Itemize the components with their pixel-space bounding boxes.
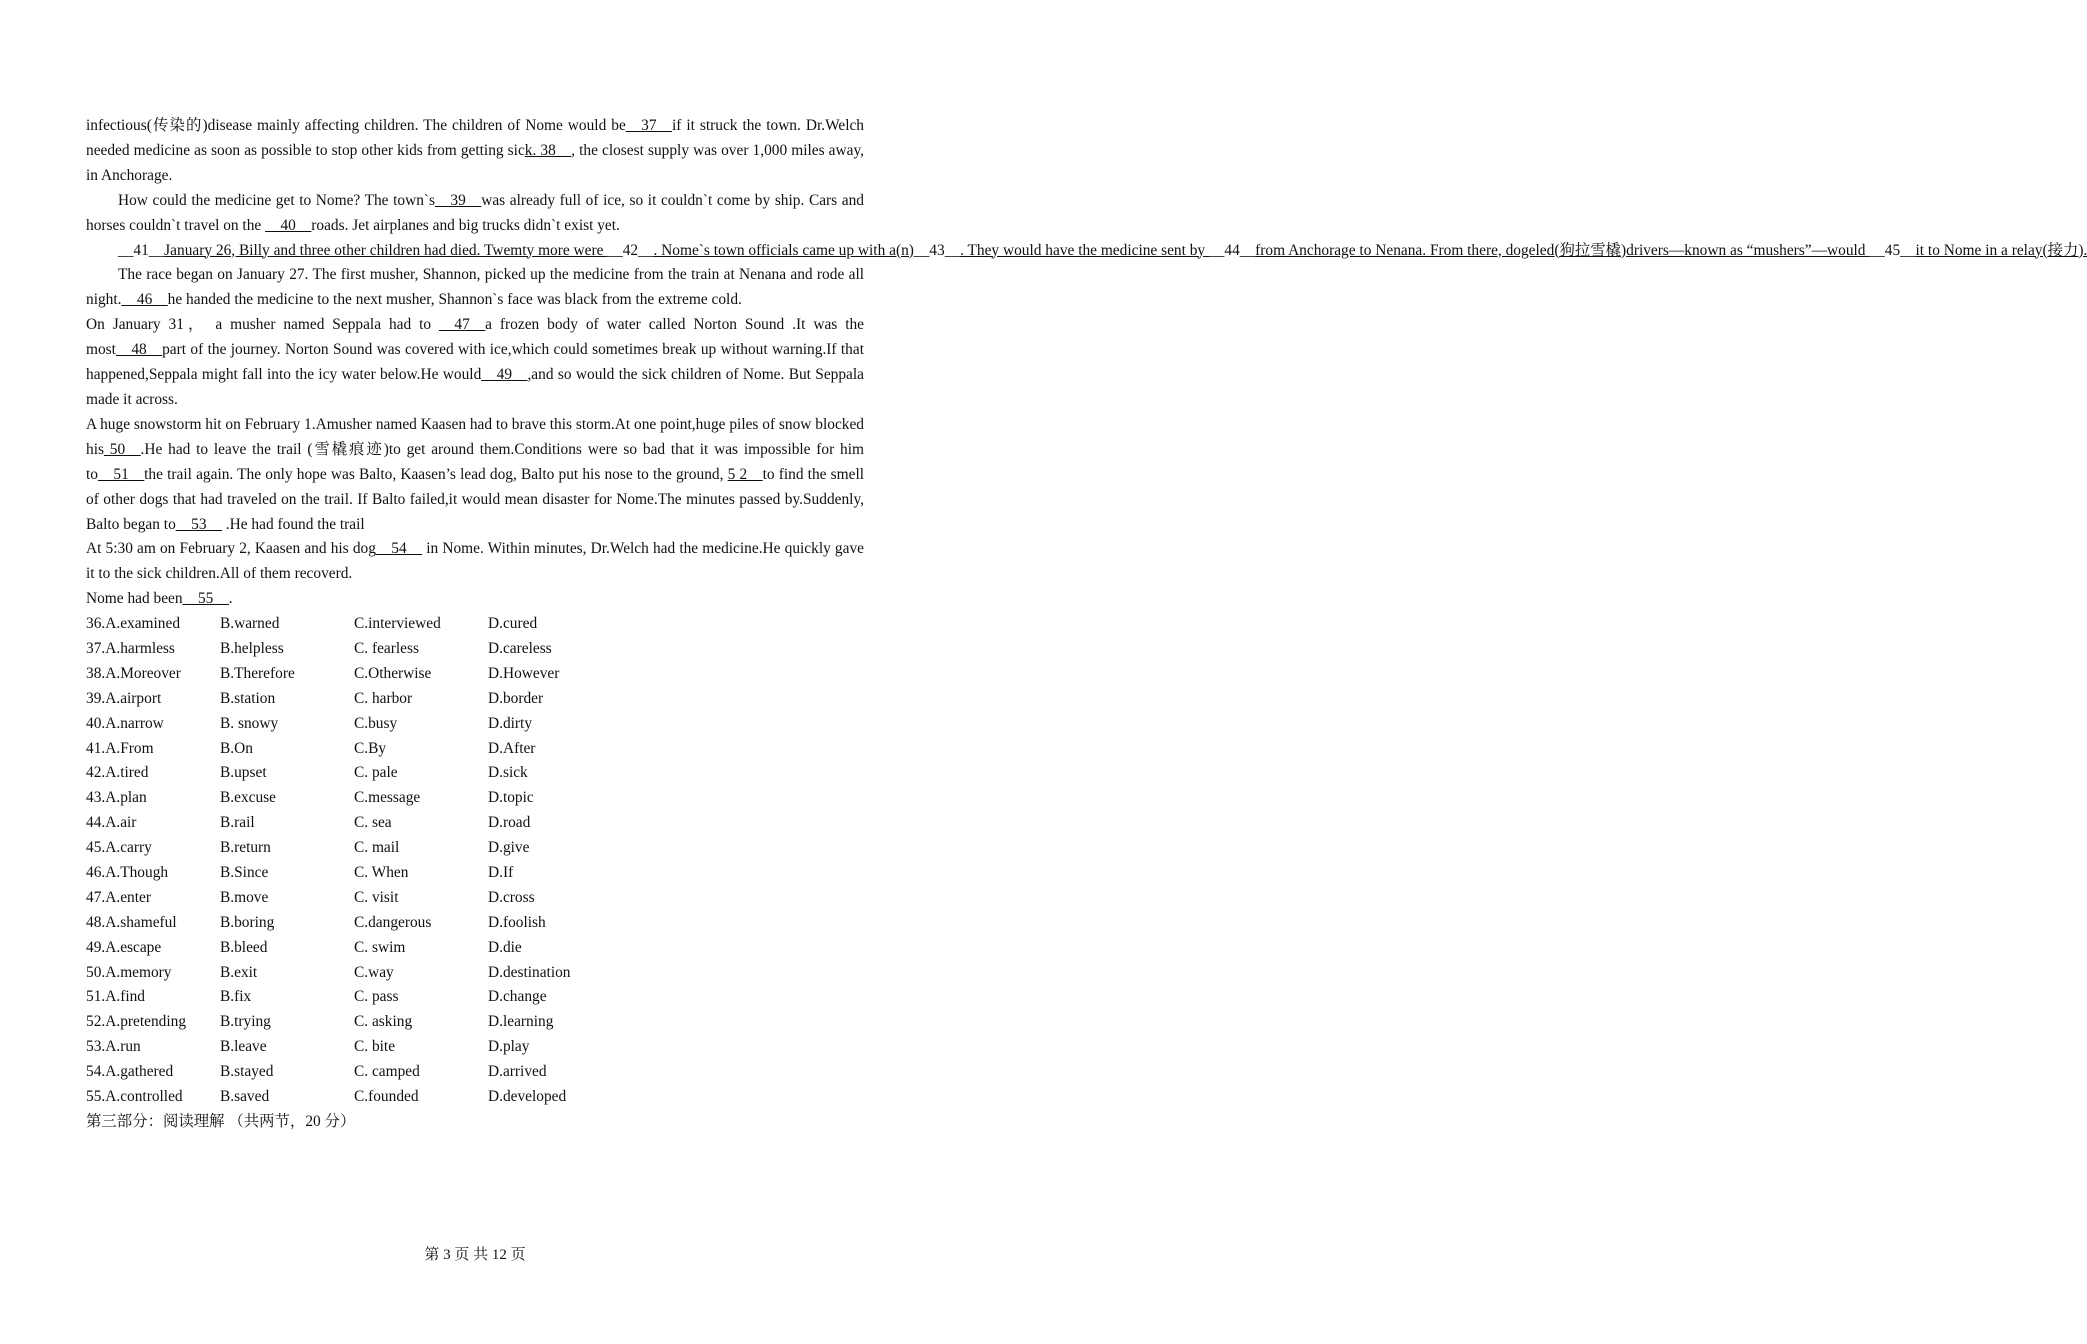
passage-text: .He had found the trail <box>221 515 365 533</box>
passage-text: . <box>228 590 233 608</box>
option-c: C.way <box>354 963 394 981</box>
passage-text: At 5:30 am on February 2, Kaasen and his dog <box>86 540 376 558</box>
passage-text: part of the journey. Norton Sound was covered with ice,which could sometimes break up without warning.If that happened,Seppala might fall into the icy water below.He would <box>86 341 864 384</box>
answer-blank: __55__ <box>182 590 229 608</box>
option-d: D.give <box>488 839 530 857</box>
option-a: 52.A.pretending <box>86 1013 187 1031</box>
option-b: B.Since <box>220 864 269 882</box>
option-d: D.play <box>488 1038 530 1056</box>
passage-paragraph-1 <box>86 114 864 189</box>
answer-blank: __47__ <box>439 316 486 334</box>
passage-paragraph-7 <box>86 537 864 587</box>
option-a: 46.A.Though <box>86 864 169 882</box>
option-c: C. sea <box>354 814 392 832</box>
answer-blank: January 26, Billy and three other children had died. Twemty more were <box>164 241 608 259</box>
option-d: D.cross <box>488 888 535 906</box>
option-d: D.sick <box>488 764 528 782</box>
option-d: D.If <box>488 864 514 882</box>
passage-text: __43__ <box>913 241 961 259</box>
option-b: B.exit <box>220 963 258 981</box>
option-c: C.founded <box>354 1088 419 1106</box>
option-a: 41.A.From <box>86 739 154 757</box>
option-row <box>86 886 864 911</box>
passage-text: in Nome. Within minutes, Dr.Welch had the medicine.He quickly gave it to the sick children.All of them recoverd. <box>86 540 864 583</box>
answer-blank: __37__ <box>625 117 672 134</box>
answer-blank: __54__ <box>375 540 423 558</box>
option-b: B. snowy <box>220 714 279 732</box>
option-a: 48.A.shameful <box>86 913 177 931</box>
option-a: 49.A.escape <box>86 938 162 956</box>
passage-text: a frozen body of water called Norton Sound .It was the most <box>86 316 864 359</box>
passage-text: ,and so would the sick children of Nome. But Seppala made it across. <box>86 366 864 408</box>
option-row <box>86 1035 864 1060</box>
option-a: 50.A.memory <box>86 963 172 981</box>
option-b: B.Therefore <box>220 664 295 682</box>
option-b: B.boring <box>220 913 275 931</box>
option-b: B.stayed <box>220 1063 274 1081</box>
option-a: 47.A.enter <box>86 888 151 906</box>
option-a: 51.A.find <box>86 988 145 1006</box>
option-d: D.However <box>488 664 560 682</box>
passage-paragraph-3 <box>86 239 2087 264</box>
option-row <box>86 911 864 936</box>
option-b: B.rail <box>220 814 255 832</box>
option-a: 55.A.controlled <box>86 1088 183 1106</box>
option-c: C. camped <box>354 1063 420 1081</box>
option-row <box>86 662 864 687</box>
passage-paragraph-6 <box>86 413 864 538</box>
answer-blank: __51__ <box>97 465 145 483</box>
option-d: D.change <box>488 988 547 1006</box>
option-d: D.dirty <box>488 714 533 732</box>
option-d: D.border <box>488 689 544 707</box>
option-a: 40.A.narrow <box>86 714 164 732</box>
option-c: C.interviewed <box>354 615 441 633</box>
passage-text: roads. Jet airplanes and big trucks didn`t exist yet. <box>311 216 620 234</box>
passage-text: A huge snowstorm hit on February 1.Amusher named Kaasen had to brave this storm.At one point,huge piles of snow blocked his <box>86 415 864 458</box>
option-row <box>86 1010 864 1035</box>
option-c: C.busy <box>354 714 398 732</box>
option-c: C. pass <box>354 988 399 1006</box>
answer-blank: . Nome`s town officials came up with a(n) <box>653 241 914 259</box>
passage-text: __42__ <box>607 241 654 259</box>
option-d: D.careless <box>488 640 552 658</box>
option-b: B.On <box>220 739 253 757</box>
option-a: 53.A.run <box>86 1038 141 1056</box>
option-d: D.cured <box>488 615 538 633</box>
option-a: 42.A.tired <box>86 764 149 782</box>
answer-options <box>86 612 864 1110</box>
option-row <box>86 761 864 786</box>
exam-page <box>86 114 2087 1135</box>
answer-blank: from Anchorage to Nenana. From there, dogeled(狗拉雪橇)drivers—known as “mushers”—would <box>1255 241 1870 259</box>
option-c: C. When <box>354 864 409 882</box>
option-c: C. harbor <box>354 689 413 707</box>
answer-blank: __46__ <box>121 291 168 309</box>
option-d: D.arrived <box>488 1063 547 1081</box>
option-a: 38.A.Moreover <box>86 664 181 682</box>
passage-text: he handed the medicine to the next musher, Shannon`s face was black from the extreme cold. <box>167 291 742 309</box>
option-d: D.topic <box>488 789 534 807</box>
option-b: B.saved <box>220 1088 270 1106</box>
option-b: B.excuse <box>220 789 276 807</box>
passage-paragraph-8 <box>86 587 864 612</box>
passage-text: __45__ <box>1869 241 1916 259</box>
passage-text: __44__ <box>1208 241 1256 259</box>
option-c: C.Otherwise <box>354 664 432 682</box>
passage-text: Nome had been <box>86 590 183 608</box>
answer-blank: it to Nome in a relay(接力). <box>1915 241 2087 259</box>
passage-paragraph-5 <box>86 313 864 413</box>
answer-blank: __49__ <box>481 366 528 384</box>
passage-text: if it struck the town. Dr.Welch needed medicine as soon as possible to stop other kids from getting sic <box>86 117 864 159</box>
option-d: D.foolish <box>488 913 546 931</box>
option-row <box>86 861 864 886</box>
option-d: D.developed <box>488 1088 567 1106</box>
option-row <box>86 637 864 662</box>
option-row <box>86 737 864 762</box>
option-a: 39.A.airport <box>86 689 162 707</box>
passage-text: was already full of ice, so it couldn`t come by ship. Cars and horses couldn`t travel on the <box>86 191 864 234</box>
answer-blank: __39__ <box>435 191 482 209</box>
option-row <box>86 985 864 1010</box>
passage-text: to find the smell of other dogs that had traveled on the trail. If Balto failed,it would mean disaster for Nome.The minutes passed by.Suddenly, Balto began to <box>86 465 865 533</box>
option-row <box>86 836 864 861</box>
passage-text: __41__ <box>118 241 165 259</box>
option-c: C. swim <box>354 938 406 956</box>
answer-blank: 5 2__ <box>727 465 763 483</box>
option-a: 44.A.air <box>86 814 137 832</box>
option-d: D.road <box>488 814 531 832</box>
answer-blank: __40__ <box>265 216 312 234</box>
answer-blank: 50__ <box>103 440 141 458</box>
passage-text: .He had to leave the trail (雪橇痕迹)to get around them.Conditions were so bad that it was impossible for him to <box>86 440 864 483</box>
option-d: D.After <box>488 739 536 757</box>
option-d: D.die <box>488 938 522 956</box>
option-row <box>86 687 864 712</box>
answer-blank: __48__ <box>115 341 163 359</box>
option-d: D.destination <box>488 963 571 981</box>
answer-blank: k. 38__ <box>524 141 572 159</box>
option-b: B.warned <box>220 615 280 633</box>
passage-text: How could the medicine get to Nome? The town`s <box>118 191 436 209</box>
option-d: D.learning <box>488 1013 554 1031</box>
option-a: 37.A.harmless <box>86 640 175 658</box>
passage-paragraph-2 <box>86 189 864 239</box>
option-row <box>86 961 864 986</box>
option-row <box>86 811 864 836</box>
option-c: C. pale <box>354 764 398 782</box>
option-b: B.fix <box>220 988 252 1006</box>
option-c: C.By <box>354 739 387 757</box>
option-row <box>86 1085 864 1110</box>
page-footer: 第 3 页 共 12 页 <box>424 1247 526 1263</box>
option-row <box>86 612 864 637</box>
passage-paragraph-4 <box>86 263 864 313</box>
option-c: C. bite <box>354 1038 396 1056</box>
option-c: C. visit <box>354 888 399 906</box>
answer-blank: __53__ <box>175 515 222 533</box>
passage-text: , the closest supply was over 1,000 miles away, in Anchorage. <box>86 141 864 184</box>
answer-blank: . They would have the medicine sent by <box>960 241 1209 259</box>
option-b: B.leave <box>220 1038 267 1056</box>
option-row <box>86 936 864 961</box>
option-row <box>86 712 864 737</box>
option-row <box>86 786 864 811</box>
passage-text: infectious(传染的)disease mainly affecting children. The children of Nome would be <box>86 117 626 134</box>
option-b: B.station <box>220 689 276 707</box>
option-b: B.move <box>220 888 269 906</box>
option-c: C.dangerous <box>354 913 432 931</box>
option-c: C. asking <box>354 1013 413 1031</box>
option-c: C.message <box>354 789 421 807</box>
option-b: B.upset <box>220 764 267 782</box>
option-a: 43.A.plan <box>86 789 147 807</box>
option-b: B.bleed <box>220 938 268 956</box>
option-b: B.trying <box>220 1013 271 1031</box>
option-row <box>86 1060 864 1085</box>
passage-text: The race began on January 27. The first musher, Shannon, picked up the medicine from the train at Nenana and rode all night. <box>86 266 864 309</box>
option-b: B.helpless <box>220 640 284 658</box>
passage-text: the trail again. The only hope was Balto, Kaasen’s lead dog, Balto put his nose to the ground, <box>144 465 728 483</box>
passage-text: On January 31， a musher named Seppala had to <box>86 316 439 334</box>
option-c: C. fearless <box>354 640 419 658</box>
option-a: 36.A.examined <box>86 615 181 633</box>
option-a: 54.A.gathered <box>86 1063 174 1081</box>
option-b: B.return <box>220 839 271 857</box>
option-c: C. mail <box>354 839 400 857</box>
option-a: 45.A.carry <box>86 839 152 857</box>
section-heading: 第三部分：阅读理解 （共两节，20 分） <box>86 1112 356 1130</box>
